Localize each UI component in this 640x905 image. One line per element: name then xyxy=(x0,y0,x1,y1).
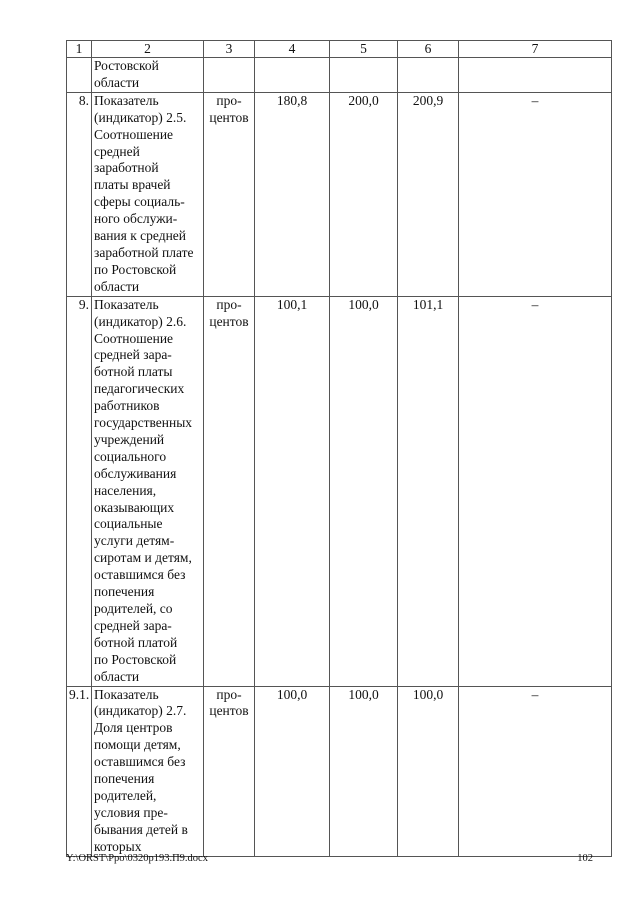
value-col-6: 200,9 xyxy=(398,92,459,296)
indicator-name-line: которых xyxy=(94,838,142,854)
indicator-name-line: средней зара- xyxy=(94,617,172,633)
indicator-name-line: оставшимся без xyxy=(94,754,186,770)
header-col-4: 4 xyxy=(255,41,330,58)
indicator-name-line: работников xyxy=(94,398,160,414)
indicator-name-line: Доля центров xyxy=(94,720,173,736)
value-col-4: 100,1 xyxy=(255,296,330,686)
indicator-name-line: попечения xyxy=(94,584,155,600)
indicator-name-line: населения, xyxy=(94,482,157,498)
indicator-name-line: (индикатор) 2.5. xyxy=(94,109,187,125)
header-col-3: 3 xyxy=(204,41,255,58)
indicator-name-line: учреждений xyxy=(94,431,165,447)
continuation-num-cell xyxy=(67,58,92,93)
indicator-name-line: заработной xyxy=(94,160,159,176)
indicator-name-line: Показатель xyxy=(94,92,159,108)
unit-line: центов xyxy=(209,313,249,329)
indicator-name-line: государственных xyxy=(94,415,193,431)
indicator-name-line: сферы социаль- xyxy=(94,194,185,210)
indicator-name-line: условия пре- xyxy=(94,804,168,820)
indicator-name-line: платы врачей xyxy=(94,177,171,193)
unit-line: про- xyxy=(216,296,242,312)
value-col-7: – xyxy=(459,686,612,856)
header-col-7: 7 xyxy=(459,41,612,58)
indicator-name-line: родителей, xyxy=(94,787,157,803)
indicator-name-line: обслуживания xyxy=(94,465,177,481)
unit-cell xyxy=(204,92,255,296)
header-col-6: 6 xyxy=(398,41,459,58)
indicator-name-line: ботной платы xyxy=(94,364,173,380)
indicators-table xyxy=(66,40,612,857)
indicator-name-line: социального xyxy=(94,448,167,464)
continuation-row xyxy=(67,58,612,93)
value-col-5: 200,0 xyxy=(330,92,398,296)
indicator-name xyxy=(92,92,204,296)
row-number: 9. xyxy=(67,296,92,686)
continuation-empty-cell xyxy=(255,58,330,93)
indicator-name-line: оставшимся без xyxy=(94,567,186,583)
indicator-name-line: заработной плате xyxy=(94,244,194,260)
indicator-name-line: сиротам и детям, xyxy=(94,550,192,566)
value-col-6: 100,0 xyxy=(398,686,459,856)
row-number: 8. xyxy=(67,92,92,296)
indicator-name-line: средней зара- xyxy=(94,347,172,363)
value-col-4: 100,0 xyxy=(255,686,330,856)
continuation-empty-cell xyxy=(398,58,459,93)
table-row xyxy=(67,686,612,856)
footer-file-path: Y:\ORST\Ppo\0320p193.П9.docx xyxy=(66,853,208,864)
value-col-6: 101,1 xyxy=(398,296,459,686)
continuation-empty-cell xyxy=(459,58,612,93)
continuation-name-cell xyxy=(92,58,204,93)
continuation-name-line: области xyxy=(94,74,140,90)
indicator-name xyxy=(92,296,204,686)
continuation-empty-cell xyxy=(204,58,255,93)
indicator-name-line: (индикатор) 2.7. xyxy=(94,703,187,719)
header-col-2: 2 xyxy=(92,41,204,58)
indicator-name-line: (индикатор) 2.6. xyxy=(94,313,187,329)
indicator-name-line: средней xyxy=(94,143,140,159)
indicator-name-line: попечения xyxy=(94,771,155,787)
header-row xyxy=(67,41,612,58)
value-col-5: 100,0 xyxy=(330,686,398,856)
continuation-name-line: Ростовской xyxy=(94,58,159,73)
value-col-4: 180,8 xyxy=(255,92,330,296)
unit-line: центов xyxy=(209,109,249,125)
value-col-7: – xyxy=(459,92,612,296)
indicator-name-line: Соотношение xyxy=(94,126,174,142)
unit-line: центов xyxy=(209,703,249,719)
indicator-name-line: ного обслужи- xyxy=(94,211,178,227)
row-number: 9.1. xyxy=(67,686,92,856)
indicator-name-line: Показатель xyxy=(94,296,159,312)
indicator-name-line: Показатель xyxy=(94,686,159,702)
indicator-name xyxy=(92,686,204,856)
indicator-name-line: Соотношение xyxy=(94,330,174,346)
indicator-name-line: по Ростовской xyxy=(94,261,177,277)
continuation-empty-cell xyxy=(330,58,398,93)
unit-cell xyxy=(204,296,255,686)
table-row xyxy=(67,92,612,296)
indicator-name-line: оказывающих xyxy=(94,499,175,515)
indicator-name-line: ботной платой xyxy=(94,634,178,650)
indicator-name-line: области xyxy=(94,278,140,294)
indicator-name-line: бывания детей в xyxy=(94,821,188,837)
value-col-7: – xyxy=(459,296,612,686)
unit-cell xyxy=(204,686,255,856)
unit-line: про- xyxy=(216,92,242,108)
footer-page-number: 102 xyxy=(577,853,593,864)
indicator-name-line: вания к средней xyxy=(94,228,187,244)
header-col-5: 5 xyxy=(330,41,398,58)
indicator-name-line: родителей, со xyxy=(94,601,173,616)
indicator-name-line: области xyxy=(94,668,140,684)
header-col-1: 1 xyxy=(67,41,92,58)
indicator-name-line: по Ростовской xyxy=(94,651,177,667)
indicator-name-line: помощи детям, xyxy=(94,737,181,753)
indicator-name-line: услуги детям- xyxy=(94,533,175,549)
table-row xyxy=(67,296,612,686)
indicator-name-line: педагогических xyxy=(94,381,185,397)
indicator-name-line: социальные xyxy=(94,516,163,532)
unit-line: про- xyxy=(216,686,242,702)
value-col-5: 100,0 xyxy=(330,296,398,686)
